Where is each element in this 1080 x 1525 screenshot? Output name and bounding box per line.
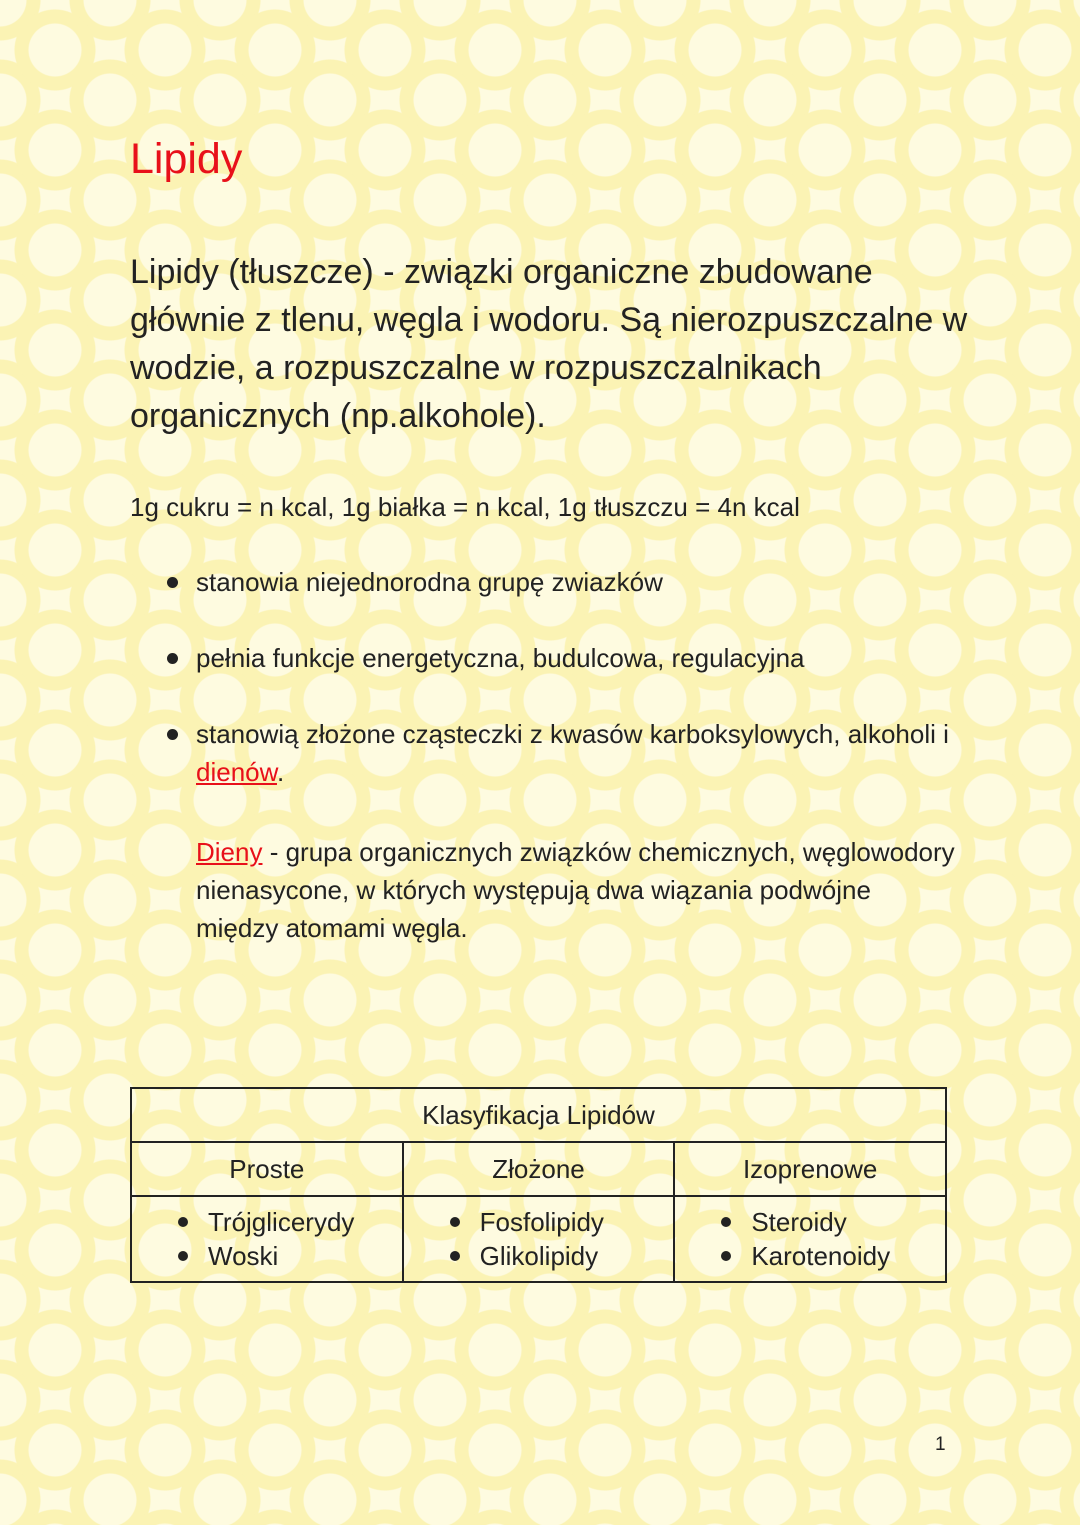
bullet-icon [721, 1217, 731, 1227]
list-item-text: Fosfolipidy [479, 1207, 604, 1237]
list-item [174, 1239, 402, 1273]
bullet-icon [450, 1251, 460, 1261]
classification-table [130, 1087, 947, 1283]
list-item-end: . [276, 757, 285, 787]
column-header-zlozone: Złożone [403, 1142, 675, 1196]
list-item-text: Glikolipidy [479, 1241, 599, 1271]
list-item-text: Trójglicerydy [208, 1207, 355, 1237]
table-title: Klasyfikacja Lipidów [131, 1088, 946, 1142]
list-item [446, 1205, 674, 1239]
dienow-link[interactable]: dienów [196, 757, 277, 787]
bullet-icon [178, 1251, 188, 1261]
list-item-text: stanowia niejednorodna grupę zwiazków [196, 567, 663, 597]
table-cell-izoprenowe [674, 1196, 946, 1282]
bullet-icon [721, 1251, 731, 1261]
facts-list [130, 563, 990, 829]
table-cell-proste [131, 1196, 403, 1282]
list-item [717, 1205, 945, 1239]
bullet-icon [178, 1217, 188, 1227]
list-item-text: Woski [208, 1241, 279, 1271]
list-item-text: pełnia funkcje energetyczna, budulcowa, regulacyjna [196, 643, 805, 673]
page-number: 1 [935, 1434, 946, 1455]
list-item [174, 1205, 402, 1239]
list-item [130, 563, 990, 601]
dieny-definition [196, 833, 956, 947]
column-header-proste: Proste [131, 1142, 403, 1196]
list-item-text: Karotenoidy [751, 1241, 891, 1271]
intro-paragraph: Lipidy (tłuszcze) - związki organiczne zbudowane głównie z tlenu, węgla i wodoru. Są nierozpuszczalne w wodzie, a rozpuszczalne w rozpuszczalnikach organicznych (np.alkohole). [130, 253, 968, 435]
definition-text: - grupa organicznych związków chemicznych, węglowodory nienasycone, w których występują dwa wiązania podwójne między atomami węgla. [196, 837, 955, 943]
dieny-link[interactable]: Dieny [196, 837, 263, 867]
list-item [130, 715, 990, 791]
bullet-icon [167, 653, 178, 664]
list-item [717, 1239, 945, 1273]
bullet-icon [167, 729, 178, 740]
column-header-izoprenowe: Izoprenowe [674, 1142, 946, 1196]
page-title: Lipidy [130, 135, 243, 183]
bullet-icon [450, 1217, 460, 1227]
list-item [130, 639, 990, 677]
list-item-text: Steroidy [751, 1207, 847, 1237]
bullet-icon [167, 577, 178, 588]
list-item-text: stanowią złożone cząsteczki z kwasów karboksylowych, alkoholi i [196, 719, 949, 749]
table-cell-zlozone [403, 1196, 675, 1282]
energy-values: 1g cukru = n kcal, 1g białka = n kcal, 1g tłuszczu = 4n kcal [130, 492, 800, 522]
list-item [446, 1239, 674, 1273]
